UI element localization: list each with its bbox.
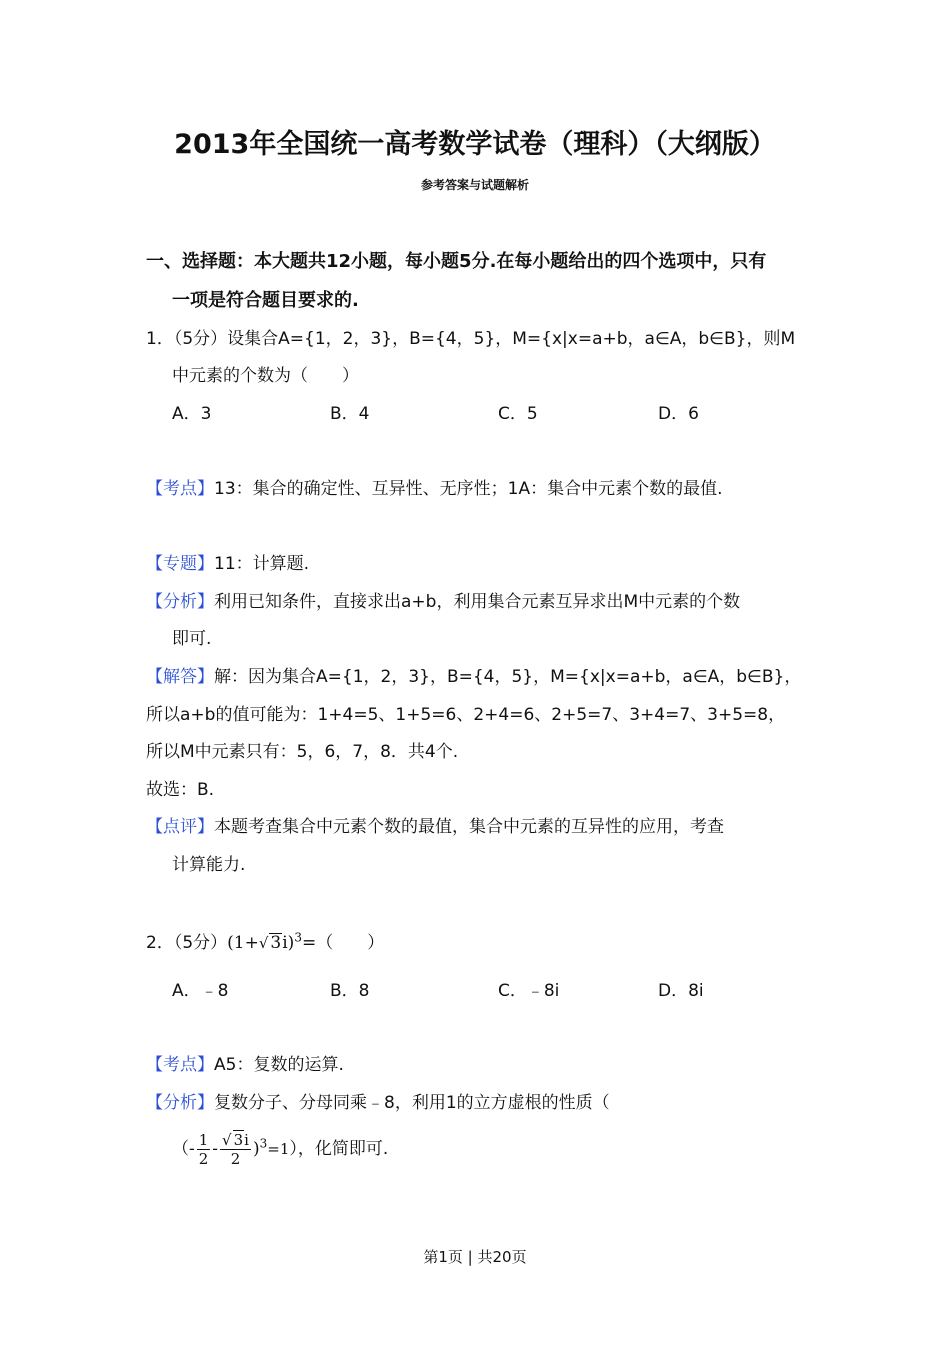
q1-stem-line2: 中元素的个数为（ ） <box>172 366 359 386</box>
kaodian-tag: 【考点】 <box>146 479 214 499</box>
q1-option-d: D．6 <box>658 404 699 424</box>
kaodian-tag: 【考点】 <box>146 1055 214 1075</box>
dianping-tag: 【点评】 <box>146 817 214 837</box>
q1-option-a: A．3 <box>172 404 212 424</box>
q2-prefix: 2．（5分） <box>146 933 228 953</box>
q1-stem-line1: 1．（5分）设集合A={1，2，3}，B={4，5}，M={x|x=a+b，a∈A，b∈B}，则M <box>146 329 796 349</box>
q2-option-d: D．8i <box>658 981 704 1001</box>
section-heading-line1: 一、选择题：本大题共12小题，每小题5分.在每小题给出的四个选项中，只有 <box>146 251 767 272</box>
q2-fenxi-text: 复数分子、分母同乘﹣8，利用1的立方虚根的性质（ <box>214 1093 610 1113</box>
formula-eq: =1 <box>267 1140 290 1158</box>
formula-open: （ <box>172 1139 189 1159</box>
q1-option-c: C．5 <box>498 404 538 424</box>
fraction-sqrt: 3 <box>233 1131 244 1149</box>
q2-expr-tail: =（ ） <box>301 933 385 953</box>
q2-expr-exp: 3 <box>294 930 302 945</box>
q1-jieda-line3: 所以M中元素只有：5，6，7，8．共4个. <box>146 742 459 762</box>
page-footer: 第1页 | 共20页 <box>423 1248 527 1266</box>
q2-fenxi-formula: （- $\frac{1}{2}$ - $\frac{√ 3i}{2}$ )$^3$=1），化简即可. <box>172 1130 389 1168</box>
q1-jieda-line4: 故选：B. <box>146 780 215 800</box>
q2-option-c: C．﹣8i <box>498 981 560 1001</box>
q1-jieda-text: 解：因为集合A={1，2，3}，B={4，5}，M={x|x=a+b，a∈A，b∈B}， <box>214 667 802 687</box>
q2-expr-sqrt: 3 <box>270 933 282 953</box>
formula-close: ) <box>252 1139 260 1159</box>
fraction-one-half <box>197 1131 211 1168</box>
jieda-tag: 【解答】 <box>146 667 214 687</box>
fraction-sqrt3-i-over-2 <box>220 1130 251 1168</box>
page-subtitle: 参考答案与试题解析 <box>420 178 529 192</box>
q1-kaodian <box>146 474 722 499</box>
q1-dianping-text: 本题考查集合中元素个数的最值，集合中元素的互异性的应用，考查 <box>214 817 724 837</box>
q1-dianping <box>146 812 724 837</box>
page-title: 2013年全国统一高考数学试卷（理科）（大纲版） <box>174 129 776 160</box>
q1-option-b: B．4 <box>330 404 370 424</box>
q2-kaodian-text: A5：复数的运算. <box>214 1055 344 1075</box>
q1-fenxi-text: 利用已知条件，直接求出a+b，利用集合元素互异求出M中元素的个数 <box>214 592 741 612</box>
fenxi-tag: 【分析】 <box>146 1093 214 1113</box>
q1-fenxi <box>146 587 740 612</box>
q1-fenxi-line2: 即可. <box>172 629 212 649</box>
formula-exp: 3 <box>259 1136 268 1151</box>
zhuanti-tag: 【专题】 <box>146 554 214 574</box>
q2-option-b: B．8 <box>330 981 370 1001</box>
q2-expr-open: (1+ <box>227 933 259 953</box>
fraction-i: i <box>244 1131 249 1149</box>
q1-jieda <box>146 662 801 687</box>
fraction-numerator: 1 <box>198 1130 209 1149</box>
q2-option-a: A．﹣8 <box>172 981 229 1001</box>
formula-tail: ），化简即可. <box>289 1139 389 1159</box>
q1-jieda-line2: 所以a+b的值可能为：1+4=5、1+5=6、2+4=6、2+5=7、3+4=7、3+5=8， <box>146 705 786 725</box>
fenxi-tag: 【分析】 <box>146 592 214 612</box>
q2-expr-i: i) <box>282 933 295 953</box>
q1-zhuanti-text: 11：计算题. <box>214 554 310 574</box>
fraction-numerator: √ 3i <box>222 1131 249 1149</box>
fraction-denominator: 2 <box>230 1150 241 1168</box>
q2-fenxi <box>146 1088 610 1113</box>
fraction-denominator: 2 <box>198 1149 209 1168</box>
q2-stem <box>146 928 384 953</box>
section-heading-line2: 一项是符合题目要求的. <box>172 290 359 311</box>
formula-minus: - <box>189 1139 195 1159</box>
q1-dianping-line2: 计算能力. <box>172 855 246 875</box>
q2-expression: (1+√ 3i)$^3$ <box>227 930 302 953</box>
q1-zhuanti <box>146 549 309 574</box>
q2-kaodian <box>146 1050 344 1075</box>
q1-kaodian-text: 13：集合的确定性、互异性、无序性；1A：集合中元素个数的最值. <box>214 479 723 499</box>
